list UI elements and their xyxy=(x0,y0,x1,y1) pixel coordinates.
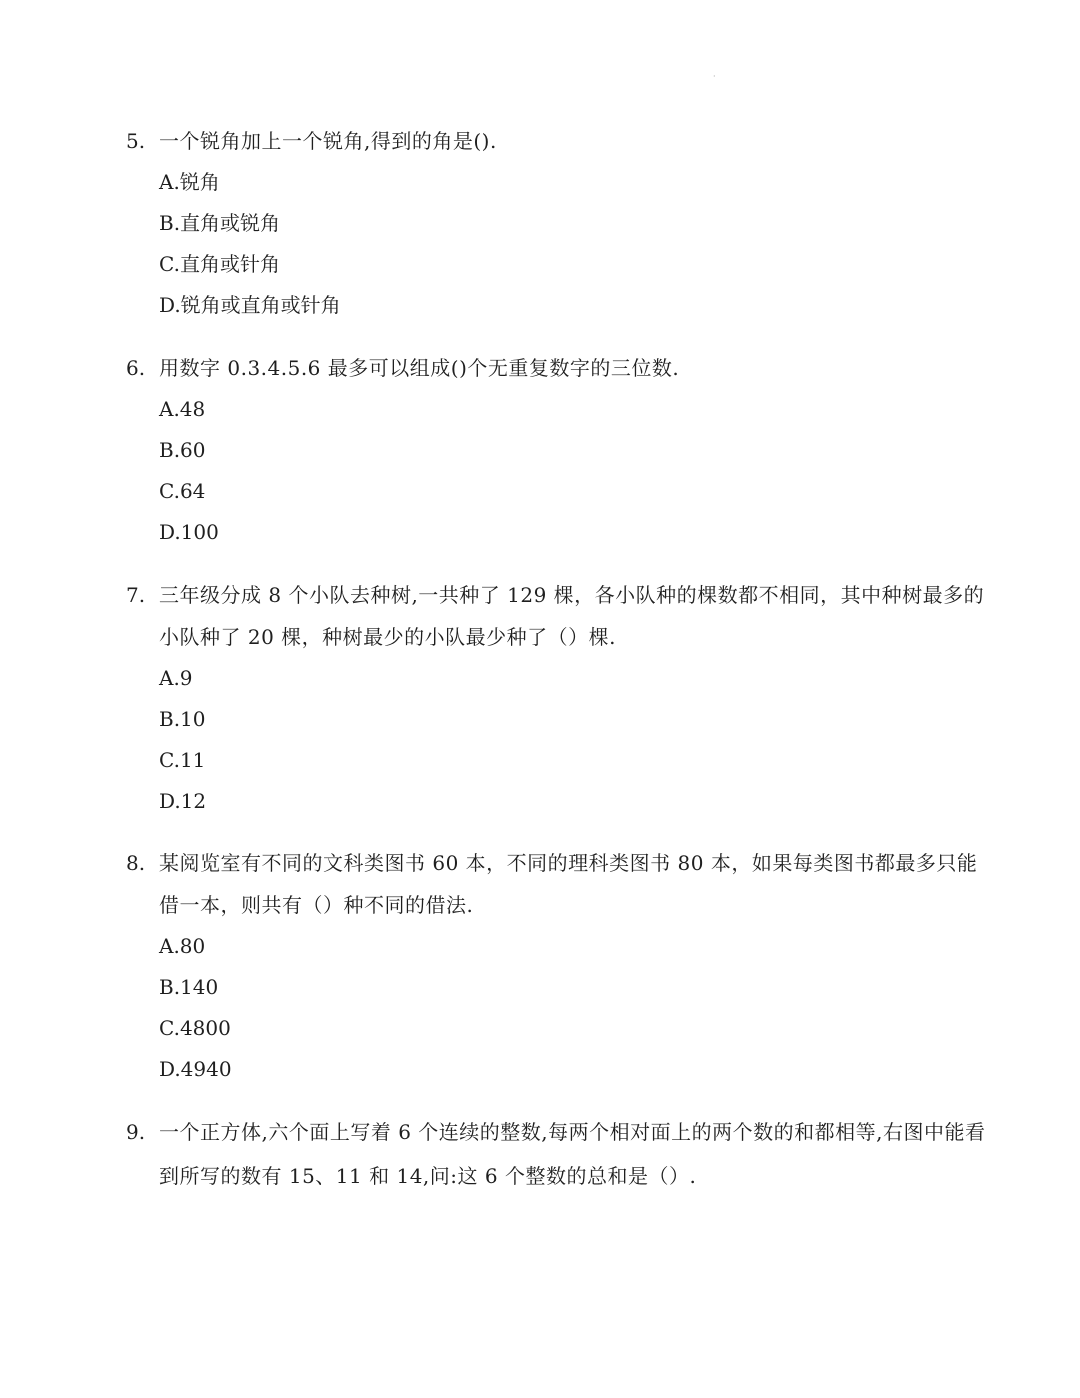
option-d: D.100 xyxy=(159,520,219,544)
option-list xyxy=(159,926,996,1090)
option-d: D.12 xyxy=(159,789,207,813)
question-stem xyxy=(126,574,996,658)
question-stem xyxy=(126,1110,996,1198)
question-text: 一个正方体,六个面上写着 6 个连续的整数,每两个相对面上的两个数的和都相等,右图中能看到所写的数有 15、11 和 14,问:这 6 个整数的总和是（）. xyxy=(159,1120,986,1188)
option-c: C.直角或针角 xyxy=(159,252,280,276)
question-text: 三年级分成 8 个小队去种树,一共种了 129 棵，各小队种的棵数都不相同，其中种树最多的小队种了 20 棵，种树最少的小队最少种了（）棵. xyxy=(159,583,985,649)
question-text: 一个锐角加上一个锐角,得到的角是(). xyxy=(159,129,497,153)
question-number: 5. xyxy=(126,129,146,153)
question-9 xyxy=(126,1110,996,1198)
option-c: C.64 xyxy=(159,479,206,503)
question-7 xyxy=(126,574,996,822)
option-d: D.4940 xyxy=(159,1057,232,1081)
option-b: B.直角或锐角 xyxy=(159,211,281,235)
option-list xyxy=(159,162,996,326)
option-b: B.60 xyxy=(159,438,206,462)
question-stem xyxy=(126,347,996,389)
question-8 xyxy=(126,842,996,1090)
question-5 xyxy=(126,120,996,326)
option-list xyxy=(159,389,996,553)
option-c: C.11 xyxy=(159,748,206,772)
question-stem xyxy=(126,842,996,926)
question-6 xyxy=(126,347,996,553)
question-text: 某阅览室有不同的文科类图书 60 本，不同的理科类图书 80 本，如果每类图书都最多只能借一本，则共有（）种不同的借法. xyxy=(159,851,978,917)
option-c: C.4800 xyxy=(159,1016,231,1040)
option-a: A.9 xyxy=(159,666,193,690)
option-a: A.48 xyxy=(159,397,206,421)
page-mark: · xyxy=(713,72,716,81)
question-number: 7. xyxy=(126,583,146,607)
question-number: 8. xyxy=(126,851,146,875)
question-number: 9. xyxy=(126,1120,146,1144)
option-d: D.锐角或直角或针角 xyxy=(159,293,341,317)
question-number: 6. xyxy=(126,356,146,380)
option-b: B.10 xyxy=(159,707,206,731)
option-a: A.锐角 xyxy=(159,170,220,194)
question-stem xyxy=(126,120,996,162)
option-a: A.80 xyxy=(159,934,206,958)
option-list xyxy=(159,658,996,822)
option-b: B.140 xyxy=(159,975,219,999)
question-text: 用数字 0.3.4.5.6 最多可以组成()个无重复数字的三位数. xyxy=(159,356,680,380)
